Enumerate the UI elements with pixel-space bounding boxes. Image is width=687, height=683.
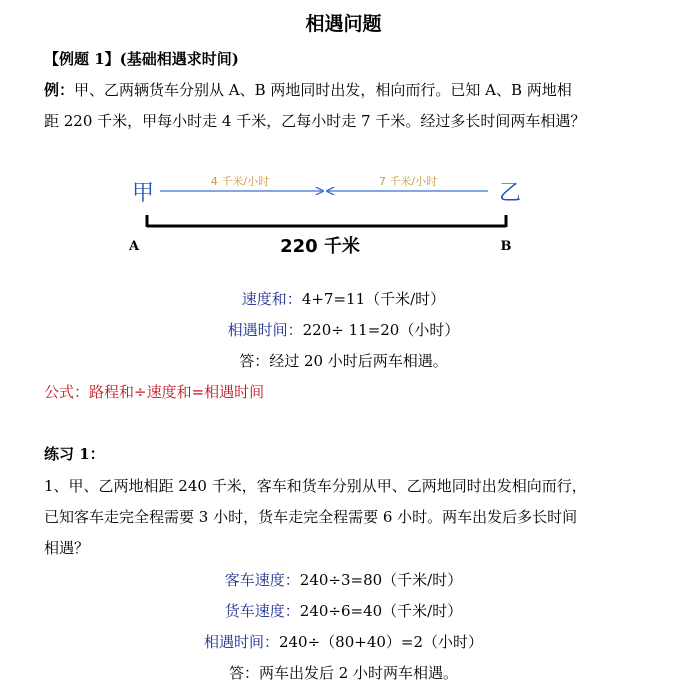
- meet-time-line: [0, 319, 687, 340]
- truck-speed-line: [0, 600, 687, 621]
- bus-speed-label: 客车速度：: [224, 571, 300, 589]
- example-answer: 答：经过 20 小时后两车相遇。: [239, 352, 448, 370]
- speed-sum-value: 4+7=11（千米/时）: [301, 290, 446, 308]
- example-line-2: 距 220 千米，甲每小时走 4 千米，乙每小时走 7 千米。经过多长时间两车相遇？: [44, 112, 586, 130]
- speed-sum-line: [0, 288, 687, 309]
- truck-speed-label: 货车速度：: [224, 602, 300, 620]
- example-line-1: [44, 80, 572, 100]
- exercise-meet-time-label: 相遇时间：: [203, 633, 279, 651]
- exercise-heading: 练习 1：: [44, 445, 105, 463]
- speed-label-left: 4 千米/小时: [210, 175, 270, 188]
- meeting-diagram: [0, 160, 687, 270]
- meet-time-label: 相遇时间：: [227, 321, 303, 339]
- bus-speed-value: 240÷3=80（千米/时）: [299, 571, 463, 589]
- meet-time-value: 220÷ 11=20（小时）: [302, 321, 460, 339]
- exercise-answer: 答：两车出发后 2 小时两车相遇。: [228, 664, 459, 682]
- speed-label-right: 7 千米/小时: [378, 175, 438, 188]
- exercise-meet-time-line: [0, 631, 687, 652]
- distance-label: 220 千米: [280, 236, 360, 257]
- bus-speed-line: [0, 569, 687, 590]
- page-title: 相遇问题: [305, 13, 382, 35]
- exercise-line-3: 相遇？: [44, 539, 90, 557]
- formula: 公式：路程和÷速度和=相遇时间: [44, 383, 265, 401]
- label-jia: 甲: [131, 181, 155, 206]
- exercise-meet-time-value: 240÷（80+40）=2（小时）: [278, 633, 484, 651]
- truck-speed-value: 240÷6=40（千米/时）: [299, 602, 463, 620]
- example-heading: 【例题 1】(基础相遇求时间): [44, 50, 239, 68]
- example-prefix: 例：: [44, 81, 75, 99]
- label-yi: 乙: [498, 181, 522, 206]
- point-b: B: [500, 239, 512, 254]
- point-a: A: [128, 239, 140, 254]
- example-text-1: 甲、乙两辆货车分别从 A、B 两地同时出发，相向而行。已知 A、B 两地相: [74, 81, 572, 99]
- exercise-line-2: 已知客车走完全程需要 3 小时，货车走完全程需要 6 小时。两车出发后多长时间: [44, 508, 578, 526]
- speed-sum-label: 速度和：: [241, 290, 302, 308]
- exercise-line-1: 1、甲、乙两地相距 240 千米，客车和货车分别从甲、乙两地同时出发相向而行，: [44, 477, 587, 495]
